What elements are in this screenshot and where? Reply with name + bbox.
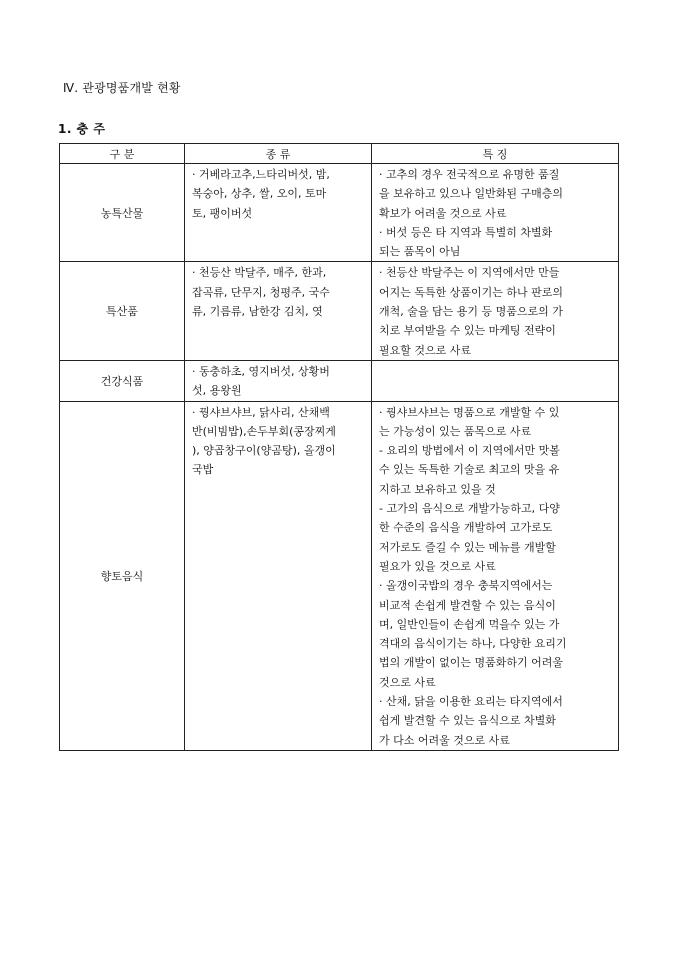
table-row xyxy=(60,164,619,262)
cell-text-line: 법의 개발이 없이는 명품화하기 어려울 xyxy=(379,656,564,670)
products-table xyxy=(59,143,619,751)
cell-text-line: · 천등산 박달주, 매주, 한과, xyxy=(192,266,327,280)
cell-text-line: · 고추의 경우 전국적으로 유명한 품질 xyxy=(379,168,560,181)
cell-text-line: · 버섯 등은 타 지역과 특별히 차별화 xyxy=(379,225,553,239)
cell-text-line: 필요할 것으로 사료 xyxy=(379,343,472,357)
cell-text-line: 어지는 독특한 상품이기는 하나 판로의 xyxy=(379,285,564,299)
cell-text-line: 치로 부여받을 수 있는 마케팅 전략이 xyxy=(379,324,556,338)
row-category: 건강식품 xyxy=(60,360,185,401)
row-features xyxy=(372,360,619,401)
cell-text-line: 개척, 술을 담는 용기 등 명품으로의 가 xyxy=(379,305,563,319)
cell-text-line: 수 있는 독특한 기술로 최고의 맛을 유 xyxy=(379,463,560,477)
cell-text-line: ), 양곱창구이(양곰탕), 올갱이 xyxy=(192,444,336,458)
table-header-row xyxy=(60,144,619,164)
cell-text-line: 반(비빔밥),손두부회(콩장찌게 xyxy=(192,424,336,438)
cell-text-line: 비교적 손쉽게 발견할 수 있는 음식이 xyxy=(379,598,556,612)
cell-text-line: · 올갱이국밥의 경우 충북지역에서는 xyxy=(379,579,553,593)
row-category: 향토음식 xyxy=(60,401,185,750)
cell-text-line: - 고가의 음식으로 개발가능하고, 다양 xyxy=(379,502,560,516)
cell-text-line: 되는 품목이 아님 xyxy=(379,245,461,259)
cell-text-line: 는 가능성이 있는 품목으로 사료 xyxy=(379,424,532,438)
cell-text-line: 격대의 음식이기는 하나, 다양한 요리기 xyxy=(379,637,567,651)
cell-text-line: · 꿩샤브샤브, 닭사리, 산채백 xyxy=(192,405,330,419)
cell-text-line: 국밥 xyxy=(192,463,214,477)
row-kinds xyxy=(185,164,372,262)
cell-text-line: 확보가 어려울 것으로 사료 xyxy=(379,206,507,220)
table-row xyxy=(60,360,619,401)
table-body xyxy=(60,164,619,751)
cell-text-line: 필요가 있을 것으로 사료 xyxy=(379,559,496,573)
table-row xyxy=(60,262,619,360)
cell-text-line: · 거베라고추,느타리버섯, 밤, xyxy=(192,168,330,181)
cell-text-line: 한 수준의 음식을 개발하여 고가로도 xyxy=(379,521,553,535)
header-features: 특 징 xyxy=(372,144,619,164)
table-row xyxy=(60,401,619,750)
cell-text-line: 지하고 보유하고 있을 것 xyxy=(379,482,496,496)
row-features xyxy=(372,401,619,750)
cell-text-line: 류, 기름류, 남한강 김치, 엿 xyxy=(192,305,323,319)
cell-text-line: 복숭아, 상추, 쌀, 오이, 토마 xyxy=(192,187,327,201)
cell-text-line: · 동충하초, 영지버섯, 상황버 xyxy=(192,364,330,378)
cell-text-line: 것으로 사료 xyxy=(379,675,436,689)
cell-text-line: · 산채, 닭을 이용한 요리는 타지역에서 xyxy=(379,695,563,709)
subsection-title: 1. 충 주 xyxy=(58,122,106,136)
cell-text-line: 섯, 용왕원 xyxy=(192,384,242,398)
cell-text-line: 잡곡류, 단무지, 청평주, 국수 xyxy=(192,285,330,299)
cell-text-line: · 꿩샤브샤브는 명품으로 개발할 수 있 xyxy=(379,405,560,419)
row-features xyxy=(372,262,619,360)
section-title: Ⅳ. 관광명품개발 현황 xyxy=(63,81,181,95)
row-category: 특산품 xyxy=(60,262,185,360)
row-kinds xyxy=(185,262,372,360)
cell-text-line: 토, 팽이버섯 xyxy=(192,206,253,220)
cell-text-line: 을 보유하고 있으나 일반화된 구매층의 xyxy=(379,187,564,201)
cell-text-line: 며, 일반인들이 손쉽게 먹을수 있는 가 xyxy=(379,617,560,631)
header-category: 구 분 xyxy=(60,144,185,164)
header-kinds: 종 류 xyxy=(185,144,372,164)
cell-text-line: 가 다소 어려울 것으로 사료 xyxy=(379,733,510,747)
row-category: 농특산물 xyxy=(60,164,185,262)
cell-text-line: 쉽게 발견할 수 있는 음식으로 차별화 xyxy=(379,714,556,728)
row-kinds xyxy=(185,401,372,750)
cell-text-line: 저가로도 즐길 수 있는 메뉴를 개발할 xyxy=(379,540,556,554)
row-kinds xyxy=(185,360,372,401)
cell-text-line: - 요리의 방법에서 이 지역에서만 맛볼 xyxy=(379,444,560,458)
cell-text-line: · 천등산 박달주는 이 지역에서만 만들 xyxy=(379,266,560,280)
row-features xyxy=(372,164,619,262)
